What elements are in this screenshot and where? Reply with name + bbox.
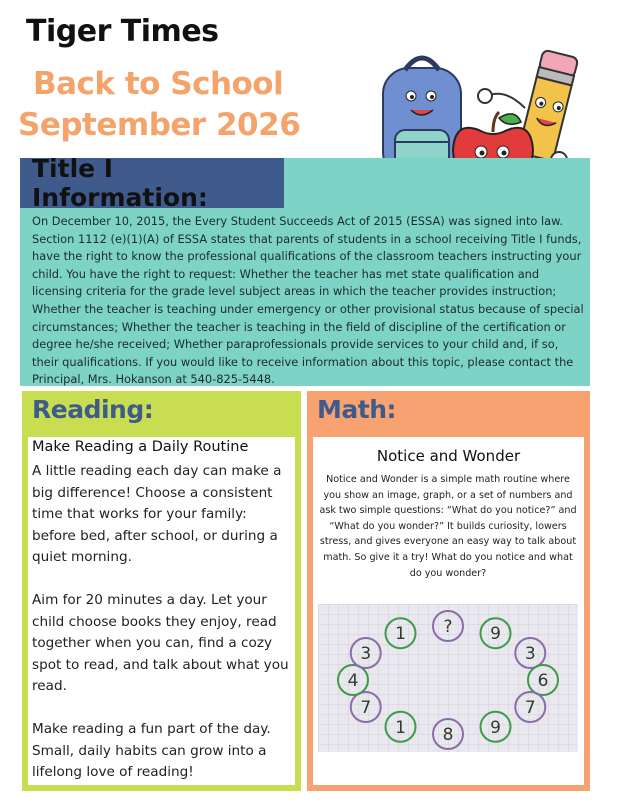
title-one-heading-tab	[20, 154, 284, 212]
reading-paragraph: Aim for 20 minutes a day. Let your child choose books they enjoy, read together when you can, find a cozy spot to read, and talk about what you read.	[32, 592, 289, 694]
math-heading: Math:	[317, 395, 396, 424]
masthead-title: Tiger Times	[26, 14, 219, 49]
number-circle-label: 8	[442, 725, 454, 745]
reading-paragraph: Make reading a fun part of the day. Small, daily habits can grow into a lifelong love of reading!	[32, 721, 271, 780]
number-circle-label: 7	[524, 698, 536, 718]
title-one-heading: Title I Information:	[32, 154, 208, 212]
number-circle-label: 9	[490, 717, 501, 738]
math-body: Notice and Wonder is a simple math routine where you show an image, graph, or a set of numbers and ask two simple questions: “What do you notice?” and “What do you wonder?” It builds curiosity, lowers stress, and gives everyone an easy way to talk about math. So give it a try! What do you notice and what do you wonder?	[319, 474, 577, 579]
number-circle-label: 1	[395, 717, 406, 738]
number-circle-label: 4	[347, 671, 359, 691]
number-circle-label: 7	[360, 698, 372, 718]
number-circle-label: 3	[524, 644, 536, 664]
headline-line-2: September 2026	[18, 107, 301, 143]
reading-subheading: Make Reading a Daily Routine	[32, 439, 249, 455]
reading-heading: Reading:	[32, 395, 154, 424]
number-circle-label: ?	[443, 617, 453, 637]
number-circle-label: 9	[490, 624, 501, 645]
number-circle-label: 1	[395, 624, 406, 645]
reading-text	[32, 461, 294, 805]
number-circle-label: 3	[360, 644, 372, 664]
headline-line-1: Back to School	[33, 66, 284, 102]
notice-wonder-photo	[318, 604, 578, 752]
math-subheading: Notice and Wonder	[376, 447, 521, 465]
title-one-body: On December 10, 2015, the Every Student Succeeds Act of 2015 (ESSA) was signed into law. Section 1112 (e)(1)(A) of ESSA states that parents of students in a school receiving Title I funds, have the right to know the professional qualifications of the classroom teachers instructing your child. You have the right to request: Whether the teacher has met state qualification and licensing criteria for the grade level subject areas in which the teacher provides instruction; Whether the teacher is teaching under emergency or other provisional status because of special circumstances; Whether the teacher is teaching in the field of discipline of the certification or degree he/she received; Whether paraprofessionals provide services to your child and, if so, their qualifications. If you would like to receive information about this topic, please contact the Principal, Mrs. Hokanson at 540-825-5448.	[32, 214, 584, 387]
reading-paragraph: A little reading each day can make a big difference! Choose a consistent time that works for your family: before bed, after school, or during a quiet morning.	[32, 463, 282, 565]
number-circle-label: 6	[537, 671, 549, 691]
